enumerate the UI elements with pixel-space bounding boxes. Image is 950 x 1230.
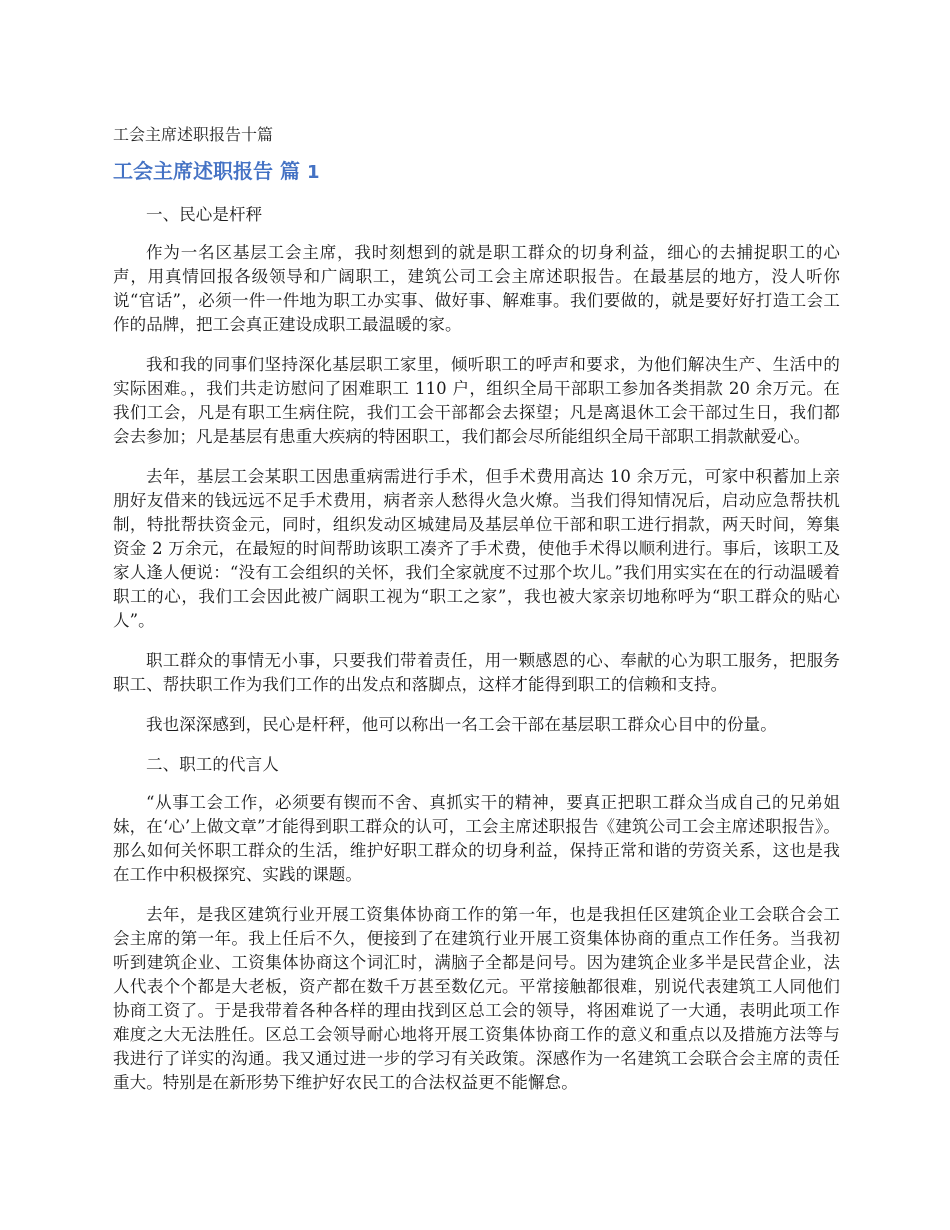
subheading: 二、职工的代言人 — [146, 755, 279, 774]
subheading: 一、民心是杆秤 — [146, 205, 263, 224]
section-heading-text: 工会主席述职报告 篇 — [113, 159, 300, 183]
body-paragraph: 作为一名区基层工会主席，我时刻想到的就是职工群众的切身利益，细心的去捕捉职工的心声，用真情回报各级领导和广阔职工，建筑公司工会主席述职报告。在最基层的地方，没人听你说“官话”，必须一件一件地为职工办实事、做好事、解难事。我们要做的，就是要好好打造工会工作的品牌，把工会真正建设成职工最温暖的家。 — [113, 243, 840, 334]
body-paragraph: 我也深深感到，民心是杆秤，他可以称出一名工会干部在基层职工群众心目中的份量。 — [146, 715, 777, 734]
body-paragraph: 去年，基层工会某职工因患重病需进行手术，但手术费用高达 10 余万元，可家中积蓄加上亲朋好友借来的钱远远不足手术费用，病者亲人愁得火急火燎。当我们得知情况后，启动应急帮扶机制，特批帮扶资金元，同时，组织发动区城建局及基层单位干部和职工进行捐款，两天时间，筹集资金 2 万余元，在最短的时间帮助该职工凑齐了手术费，使他手术得以顺利进行。事后，该职工及家人逢人便说：“没有工会组织的关怀，我们全家就度不过那个坎儿。”我们用实实在在的行动温暖着职工的心，我们工会因此被广阔职工视为“职工之家”，我也被大家亲切地称呼为“职工群众的贴心人”。 — [113, 467, 840, 630]
body-paragraph: 我和我的同事们坚持深化基层职工家里，倾听职工的呼声和要求，为他们解决生产、生活中的实际困难。，我们共走访慰问了困难职工 110 户，组织全局干部职工参加各类捐款 20 余万元。在我们工会，凡是有职工生病住院，我们工会干部都会去探望；凡是离退休工会干部过生日，我们都会去参加；凡是基层有患重大疾病的特困职工，我们都会尽所能组织全局干部职工捐款献爱心。 — [113, 355, 840, 446]
document-title: 工会主席述职报告十篇 — [113, 125, 274, 144]
body-paragraph: 去年，是我区建筑行业开展工资集体协商工作的第一年，也是我担任区建筑企业工会联合会工会主席的第一年。我上任后不久，便接到了在建筑行业开展工资集体协商的重点工作任务。当我初听到建筑企业、工资集体协商这个词汇时，满脑子全都是问号。因为建筑企业多半是民营企业，法人代表个个都是大老板，资产都在数千万甚至数亿元。平常接触都很难，别说代表建筑工人同他们协商工资了。于是我带着各种各样的理由找到区总工会的领导，将困难说了一大通，表明此项工作难度之大无法胜任。区总工会领导耐心地将开展工资集体协商工作的意义和重点以及措施方法等与我进行了详实的沟通。我又通过进一步的学习有关政策。深感作为一名建筑工会联合会主席的责任重大。特别是在新形势下维护好农民工的合法权益更不能懈怠。 — [113, 905, 840, 1092]
section-heading — [113, 157, 840, 187]
body-paragraph: “从事工会工作，必须要有锲而不舍、真抓实干的精神，要真正把职工群众当成自己的兄弟姐妹，在‘心’上做文章”才能得到职工群众的认可，工会主席述职报告《建筑公司工会主席述职报告》。那么如何关怀职工群众的生活，维护好职工群众的切身利益，保持正常和谐的劳资关系，这也是我在工作中积极探究、实践的课题。 — [113, 793, 840, 884]
body-paragraph: 职工群众的事情无小事，只要我们带着责任，用一颗感恩的心、奉献的心为职工服务，把服务职工、帮扶职工作为我们工作的出发点和落脚点，这样才能得到职工的信赖和支持。 — [113, 651, 840, 694]
section-heading-number: 1 — [306, 162, 320, 183]
document-page — [113, 123, 840, 1111]
